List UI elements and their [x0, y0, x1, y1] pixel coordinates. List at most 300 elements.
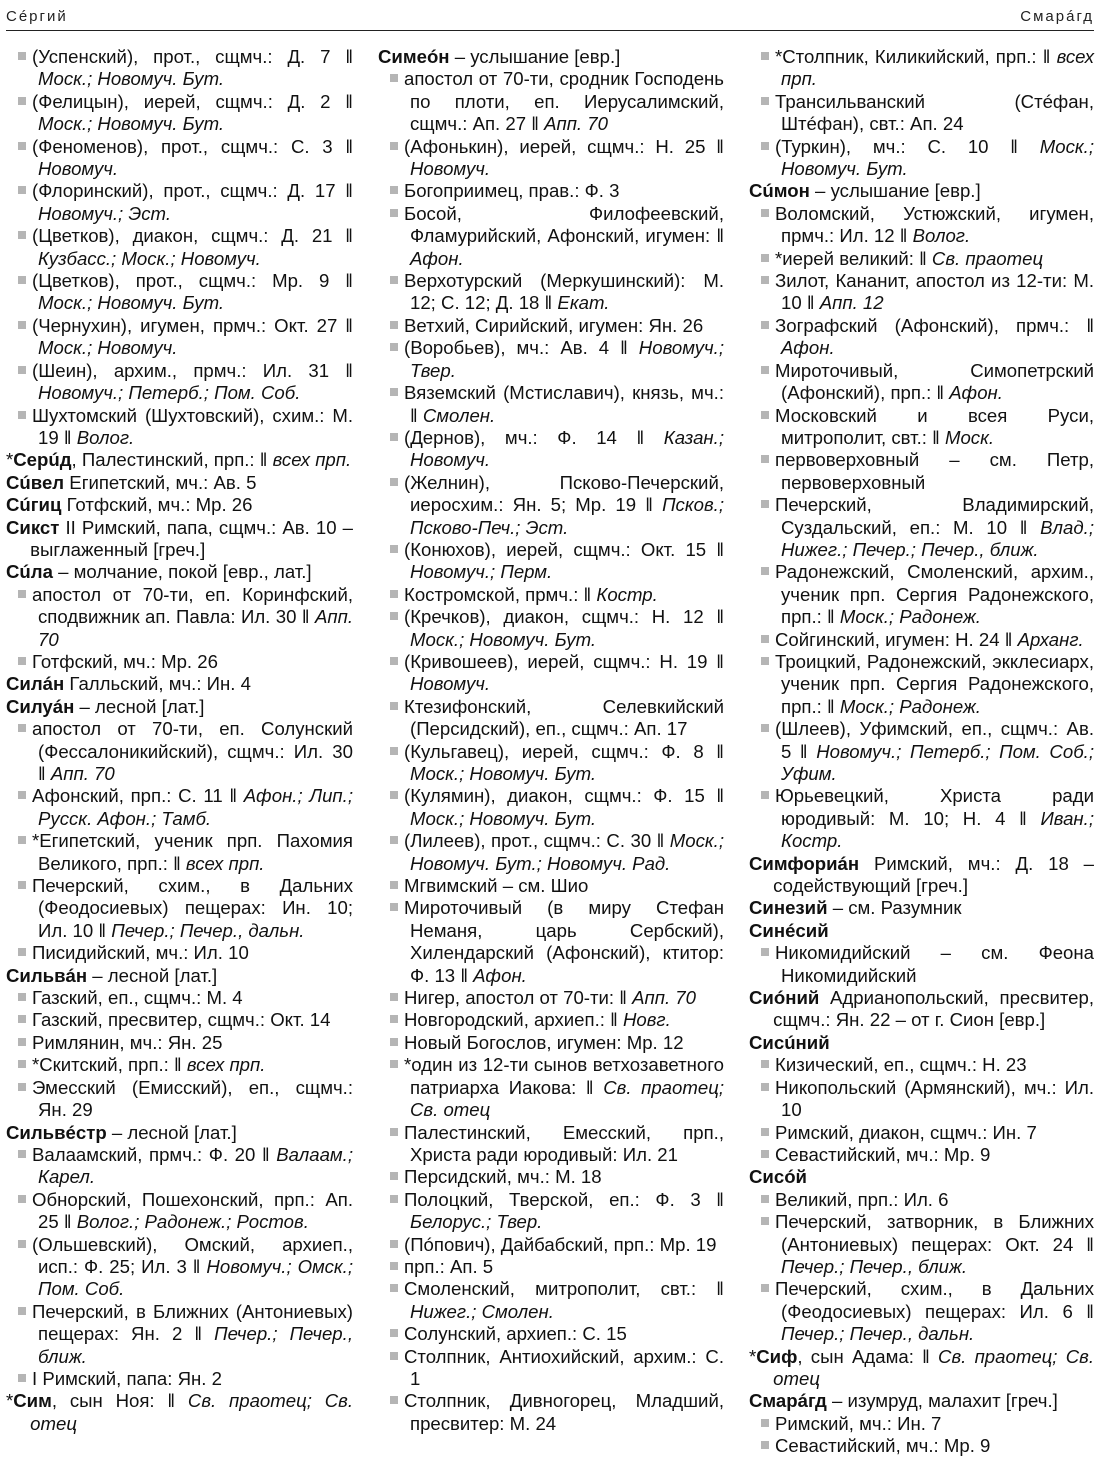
- sub-entry: [378, 1009, 724, 1031]
- sub-entry: [378, 1256, 724, 1278]
- sub-entry: [378, 315, 724, 337]
- asterisk-marker: *: [749, 1345, 757, 1367]
- headword-entry: [749, 1390, 1094, 1412]
- running-head: [6, 8, 1094, 30]
- bullet-icon: [18, 321, 26, 329]
- entry-reference: Моск.; Новомуч. Бут.: [410, 763, 597, 784]
- entry-text: (Лилеев), прот., сщмч.: С. 30 ‖: [404, 830, 670, 852]
- entry-text: Нигер, апостол от 70-ти: ‖: [404, 987, 633, 1009]
- entry-reference: Моск.; Новомуч.: [38, 337, 178, 359]
- bullet-icon: [761, 52, 769, 60]
- entry-reference: Афон.: [410, 247, 464, 269]
- bullet-icon: [390, 1060, 398, 1068]
- headword-entry: [6, 517, 353, 562]
- entry-text: (Шлеев), Уфимский, еп., сщмч.: Ав. 5 ‖: [775, 718, 1094, 762]
- sub-entry: [6, 875, 353, 942]
- entry-text: (Цветков), диакон, сщмч.: Д. 21 ‖: [32, 225, 353, 247]
- entry-text: апостол от 70-ти, сродник Господень по плоти, еп. Иерусалимский, сщмч.: Ап. 27 ‖: [404, 68, 724, 135]
- sub-entry: [6, 405, 353, 450]
- entry-text: Афонский, прп.: С. 11 ‖: [32, 785, 244, 807]
- bullet-icon: [761, 455, 769, 463]
- entry-text: *один из 12-ти сынов ветхозаветного патриарха Иакова: ‖: [404, 1054, 724, 1098]
- headword: Сикст: [6, 516, 60, 538]
- entry-text: Солунский, архиеп.: С. 15: [404, 1323, 627, 1345]
- headword-entry: [749, 1032, 1094, 1054]
- entry-text: Римский, мч.: Д. 18 – содействующий [греч.]: [773, 852, 1094, 897]
- entry-text: Печерский, в Ближних (Антониевых) пещерах: Ян. 2 ‖: [32, 1300, 353, 1345]
- bullet-icon: [390, 1284, 398, 1292]
- entry-text: Ктезифонский, Селевкийский (Персидский), еп., сщмч.: Ап. 17: [404, 695, 724, 740]
- entry-reference: Моск.; Новомуч. Бут.: [38, 68, 225, 90]
- sub-entry: [749, 1189, 1094, 1211]
- sub-entry: [6, 1144, 353, 1189]
- sub-entry: [749, 248, 1094, 270]
- bullet-icon: [390, 276, 398, 284]
- entry-text: (Феноменов), прот., сщмч.: С. 3 ‖: [32, 135, 353, 157]
- entry-text: Костромской, прмч.: ‖: [404, 583, 597, 605]
- sub-entry: [378, 1054, 724, 1121]
- entry-reference: Моск.; Радонеж.: [839, 695, 981, 717]
- bullet-icon: [761, 276, 769, 284]
- entry-text: (Афонькин), иерей, сщмч.: Н. 25 ‖: [404, 135, 724, 157]
- headword: Серúд: [13, 449, 72, 471]
- bullet-icon: [761, 321, 769, 329]
- entry-reference: Апп. 70: [50, 763, 115, 784]
- bullet-icon: [18, 186, 26, 194]
- entry-text: Ветхий, Сирийский, игумен: Ян. 26: [404, 314, 704, 336]
- headword-entry: [6, 1122, 353, 1144]
- entry-text: Радонежский, Смоленский, архим., ученик прп. Сергия Радонежского, прп.: ‖: [775, 561, 1094, 628]
- entry-text: Печерский, схим., в Дальних (Феодосиевых) пещерах: Ил. 6 ‖: [775, 1278, 1094, 1322]
- sub-entry: [378, 136, 724, 181]
- sub-entry: [378, 696, 724, 741]
- entry-reference: Новомуч.: [410, 158, 491, 180]
- entry-reference: Влад.; Нижег.; Печер.; Печер., ближ.: [781, 516, 1094, 560]
- bullet-icon: [761, 209, 769, 217]
- entry-text: , сын Ноя: ‖: [51, 1390, 188, 1412]
- bullet-icon: [18, 993, 26, 1001]
- entry-reference: Печер.; Печер., ближ.: [781, 1255, 967, 1277]
- sub-entry: [378, 203, 724, 270]
- entry-text: Зилот, Кананит, апостол из 12-ти: М. 10 ‖: [775, 270, 1094, 314]
- bullet-icon: [390, 903, 398, 911]
- bullet-icon: [18, 1307, 26, 1315]
- bullet-icon: [18, 366, 26, 374]
- sub-entry: [378, 1032, 724, 1054]
- entry-text: Зографский (Афонский), прмч.: ‖: [775, 314, 1094, 336]
- entry-reference: Моск.; Радонеж.: [839, 606, 981, 628]
- entry-reference: Новомуч.; Твер.: [410, 337, 724, 381]
- sub-entry: [6, 1189, 353, 1234]
- bullet-icon: [390, 702, 398, 710]
- sub-entry: [378, 337, 724, 382]
- entry-text: апостол от 70-ти, еп. Солунский (Фессалоникийский), сщмч.: Ил. 30 ‖: [32, 718, 353, 784]
- sub-entry: [378, 830, 724, 875]
- entry-text: Готфский, мч.: Мр. 26: [61, 494, 253, 516]
- sub-entry: [749, 449, 1094, 494]
- entry-text: Персидский, мч.: М. 18: [404, 1166, 602, 1188]
- headword-entry: [6, 472, 353, 494]
- bullet-icon: [390, 1038, 398, 1046]
- entry-reference: Апп. 70: [38, 606, 353, 650]
- bullet-icon: [761, 567, 769, 575]
- entry-text: Палестинский, Емесский, прп., Христа ради юродивый: Ил. 21: [404, 1121, 724, 1165]
- entry-reference: Новомуч.: [38, 158, 119, 180]
- headword: Синезий: [749, 897, 828, 919]
- entry-reference: Волог.; Радонеж.; Ростов.: [76, 1211, 309, 1233]
- entry-text: (Кречков), диакон, сщмч.: Н. 12 ‖: [404, 606, 724, 628]
- entry-text: (Цветков), прот., сщмч.: Мр. 9 ‖: [32, 270, 353, 292]
- bullet-icon: [390, 1352, 398, 1360]
- entry-text: Трансильванский (Стéфан, Штéфан), свт.: Ап. 24: [775, 90, 1094, 135]
- bullet-icon: [390, 1396, 398, 1404]
- entry-text: Газский, пресвитер, сщмч.: Окт. 14: [32, 1009, 331, 1031]
- sub-entry: [6, 1368, 353, 1390]
- bullet-icon: [390, 1128, 398, 1136]
- headword-entry: [749, 1346, 1094, 1391]
- sub-entry: [749, 561, 1094, 628]
- entry-text: (Желнин), Псково-Печерский, иеросхим.: Ян. 5; Мр. 19 ‖: [404, 471, 724, 516]
- sub-entry: [378, 584, 724, 606]
- entry-text: Адрианопольский, пресвитер, сщмч.: Ян. 22 – от г. Сион [евр.]: [773, 987, 1094, 1031]
- entry-text: Полоцкий, Тверской, еп.: Ф. 3 ‖: [404, 1188, 724, 1210]
- entry-text: *Египетский, ученик прп. Пахомия Великого, прп.: ‖: [32, 830, 353, 874]
- entry-text: (Шеин), архим., прмч.: Ил. 31 ‖: [32, 359, 353, 381]
- bullet-icon: [390, 791, 398, 799]
- bullet-icon: [761, 500, 769, 508]
- entry-reference: Новомуч.: [410, 673, 491, 695]
- bullet-icon: [390, 1195, 398, 1203]
- entry-text: Столпник, Дивногорец, Младший, пресвитер: М. 24: [404, 1390, 724, 1434]
- entry-text: Римлянин, мч.: Ян. 25: [32, 1031, 223, 1053]
- headword: Сильвéстр: [6, 1121, 107, 1143]
- bullet-icon: [390, 186, 398, 194]
- sub-entry: [378, 1278, 724, 1323]
- bullet-icon: [18, 142, 26, 150]
- entry-reference: Апп. 70: [544, 113, 608, 135]
- headword: Синéсий: [749, 919, 829, 941]
- entry-text: – изумруд, малахит [греч.]: [826, 1390, 1058, 1412]
- bullet-icon: [18, 1195, 26, 1203]
- headword-entry: [6, 696, 353, 718]
- bullet-icon: [390, 1262, 398, 1270]
- entry-text: Мироточивый (в миру Стефан Неманя, царь Сербский), Хилендарский (Афонский), ктитор: Ф. 13 ‖: [404, 897, 724, 986]
- headword-entry: [749, 920, 1094, 942]
- entry-text: (Успенский), прот., сщмч.: Д. 7 ‖: [32, 46, 353, 67]
- entry-text: (Воробьев), мч.: Ав. 4 ‖: [404, 337, 639, 359]
- sub-entry: [6, 584, 353, 651]
- bullet-icon: [761, 97, 769, 105]
- bullet-icon: [18, 1038, 26, 1046]
- headword-entry: [6, 673, 353, 695]
- entry-text: Печерский, схим., в Дальних (Феодосиевых) пещерах: Ин. 10; Ил. 10 ‖: [32, 875, 353, 941]
- entry-reference: Новомуч.; Перм.: [410, 561, 553, 583]
- entry-text: Валаамский, прмч.: Ф. 20 ‖: [32, 1143, 277, 1165]
- entry-text: , сын Адама: ‖: [797, 1345, 939, 1367]
- sub-entry: [749, 494, 1094, 561]
- entry-reference: Моск.; Новомуч. Бут.: [38, 113, 225, 135]
- bullet-icon: [390, 388, 398, 396]
- sub-entry: [749, 718, 1094, 785]
- entry-reference: Волог.: [76, 426, 135, 448]
- running-head-right: Смарáгд: [1020, 8, 1094, 25]
- sub-entry: [6, 46, 353, 91]
- headword-entry: [6, 449, 353, 471]
- sub-entry: [378, 68, 724, 135]
- entry-text: первоверховный – см. Петр, первоверховный: [775, 449, 1094, 493]
- entry-text: (Пóпович), Дайбабский, прп.: Мр. 19: [404, 1233, 717, 1255]
- entry-reference: Моск.; Новомуч. Бут.: [410, 807, 597, 829]
- entry-text: Смоленский, митрополит, свт.: ‖: [404, 1278, 724, 1300]
- bullet-icon: [761, 366, 769, 374]
- entry-text: Юрьевецкий, Христа ради юродивый: М. 10; Н. 4 ‖: [775, 785, 1094, 829]
- sub-entry: [6, 315, 353, 360]
- entry-reference: Новг.: [622, 1009, 671, 1031]
- entry-reference: всех прп.: [272, 449, 352, 471]
- sub-entry: [378, 987, 724, 1009]
- entry-text: прп.: Ап. 5: [404, 1255, 494, 1277]
- bullet-icon: [390, 1172, 398, 1180]
- entry-reference: Печер.; Печер., дальн.: [111, 919, 305, 941]
- bullet-icon: [761, 1195, 769, 1203]
- bullet-icon: [390, 1329, 398, 1337]
- entry-reference: Афон.: [949, 382, 1003, 404]
- bullet-icon: [390, 993, 398, 1001]
- bullet-icon: [390, 590, 398, 598]
- bullet-icon: [18, 1083, 26, 1091]
- headword: Силáн: [6, 673, 65, 695]
- entry-text: – услышание [евр.]: [809, 180, 981, 202]
- sub-entry: [749, 1413, 1094, 1435]
- entry-text: *Столпник, Киликийский, прп.: ‖: [775, 46, 1057, 67]
- entry-reference: Арханг.: [1017, 628, 1084, 650]
- headword: Симеóн: [378, 46, 450, 67]
- headword-entry: [749, 987, 1094, 1032]
- sub-entry: [6, 225, 353, 270]
- entry-text: Кизический, еп., сщмч.: Н. 23: [775, 1054, 1027, 1076]
- sub-entry: [6, 1054, 353, 1076]
- entry-reference: Белорус.; Твер.: [410, 1211, 543, 1233]
- sub-entry: [378, 1234, 724, 1256]
- sub-entry: [749, 1077, 1094, 1122]
- sub-entry: [6, 360, 353, 405]
- entry-reference: Св. праотец; Св. отец: [410, 1076, 724, 1121]
- entry-reference: Нижег.; Смолен.: [410, 1300, 554, 1322]
- entry-reference: Псков.; Псково-Печ.; Эст.: [410, 494, 724, 538]
- sub-entry: [378, 427, 724, 472]
- headword: Сúмон: [749, 180, 810, 202]
- bullet-icon: [761, 724, 769, 732]
- headword: Сúгиц: [6, 494, 62, 516]
- entry-text: Сойгинский, игумен: Н. 24 ‖: [775, 628, 1018, 650]
- entry-reference: Моск.; Новомуч. Бут.; Новомуч. Рад.: [410, 830, 724, 874]
- bullet-icon: [390, 612, 398, 620]
- entry-reference: Моск.; Новомуч. Бут.: [781, 135, 1094, 180]
- bullet-icon: [761, 657, 769, 665]
- entry-text: (Конюхов), иерей, сщмч.: Окт. 15 ‖: [404, 538, 724, 560]
- headword-entry: [378, 46, 724, 68]
- headword-entry: [749, 853, 1094, 898]
- entry-text: – молчание, покой [евр., лат.]: [52, 561, 312, 583]
- entry-text: – лесной [лат.]: [74, 695, 205, 717]
- headword: Сильвáн: [6, 964, 88, 986]
- asterisk-marker: *: [6, 1390, 14, 1412]
- entry-text: – см. Разумник: [827, 897, 962, 919]
- sub-entry: [749, 1435, 1094, 1457]
- headword-entry: [6, 561, 353, 583]
- bullet-icon: [390, 343, 398, 351]
- headword-entry: [6, 494, 353, 516]
- entry-text: – услышание [евр.]: [449, 46, 621, 67]
- headword: Сúла: [6, 561, 53, 583]
- sub-entry: [378, 180, 724, 202]
- headword: Силуáн: [6, 695, 75, 717]
- entry-text: Новый Богослов, игумен: Мр. 12: [404, 1031, 684, 1053]
- bullet-icon: [761, 254, 769, 262]
- entry-reference: Новомуч.; Эст.: [38, 202, 172, 224]
- entry-text: Столпник, Антиохийский, архим.: С. 1: [404, 1345, 724, 1389]
- entry-text: Шухтомский (Шухтовский), схим.: М. 19 ‖: [32, 404, 353, 448]
- bullet-icon: [390, 747, 398, 755]
- bullet-icon: [761, 142, 769, 150]
- entry-text: Никомидийский – см. Феона Никомидийский: [775, 942, 1094, 986]
- entry-text: Севастийский, мч.: Мр. 9: [775, 1435, 991, 1457]
- sub-entry: [6, 1234, 353, 1301]
- sub-entry: [749, 629, 1094, 651]
- entry-text: (Фелицын), иерей, сщмч.: Д. 2 ‖: [32, 90, 353, 112]
- headword: Сисúний: [749, 1031, 830, 1053]
- bullet-icon: [18, 1060, 26, 1068]
- bullet-icon: [18, 1240, 26, 1248]
- bullet-icon: [18, 97, 26, 105]
- headword: Смарáгд: [749, 1390, 827, 1412]
- bullet-icon: [390, 881, 398, 889]
- entry-text: Эмесский (Емисский), еп., сщмч.: Ян. 29: [32, 1076, 353, 1121]
- sub-entry: [378, 897, 724, 987]
- entry-text: II Римский, папа, сщмч.: Ав. 10 – выглаженный [греч.]: [30, 516, 353, 560]
- entry-reference: всех прп.: [186, 1054, 266, 1076]
- entry-text: Печерский, затворник, в Ближних (Антониевых) пещерах: Окт. 24 ‖: [775, 1211, 1094, 1255]
- entry-text: Богоприимец, прав.: Ф. 3: [404, 180, 620, 202]
- entry-text: (Кулямин), диакон, сщмч.: Ф. 15 ‖: [404, 785, 724, 807]
- entry-reference: Печер.; Печер., ближ.: [38, 1323, 353, 1367]
- sub-entry: [749, 360, 1094, 405]
- header-rule: [6, 30, 1094, 31]
- headword: Сиф: [756, 1345, 798, 1367]
- bullet-icon: [18, 1015, 26, 1023]
- headword-entry: [6, 1390, 353, 1435]
- entry-text: (Кривошеев), иерей, сщмч.: Н. 19 ‖: [404, 650, 724, 672]
- entry-reference: Печер.; Печер., дальн.: [781, 1323, 975, 1345]
- sub-entry: [378, 1189, 724, 1234]
- bullet-icon: [18, 276, 26, 284]
- bullet-icon: [390, 74, 398, 82]
- entry-text: Воломский, Устюжский, игумен, прмч.: Ил. 12 ‖: [775, 202, 1094, 247]
- entry-text: I Римский, папа: Ян. 2: [32, 1367, 222, 1389]
- column-3: [749, 46, 1094, 1458]
- entry-reference: Кузбасс.; Моск.; Новомуч.: [38, 247, 261, 269]
- sub-entry: [6, 785, 353, 830]
- sub-entry: [749, 1122, 1094, 1144]
- entry-text: – лесной [лат.]: [87, 964, 218, 986]
- sub-entry: [6, 651, 353, 673]
- bullet-icon: [390, 657, 398, 665]
- sub-entry: [749, 1054, 1094, 1076]
- entry-text: Великий, прп.: Ил. 6: [775, 1188, 949, 1210]
- entry-text: Мгвимский – см. Шио: [404, 875, 589, 897]
- entry-reference: всех прп.: [781, 46, 1094, 90]
- sub-entry: [378, 785, 724, 830]
- bullet-icon: [390, 478, 398, 486]
- bullet-icon: [761, 635, 769, 643]
- sub-entry: [749, 1144, 1094, 1166]
- entry-reference: Апп. 70: [632, 987, 696, 1009]
- entry-text: *Скитский, прп.: ‖: [32, 1054, 187, 1076]
- headword: Симфориáн: [749, 852, 860, 874]
- sub-entry: [6, 987, 353, 1009]
- sub-entry: [749, 1278, 1094, 1345]
- entry-reference: Смолен.: [422, 404, 496, 426]
- sub-entry: [378, 1122, 724, 1167]
- asterisk-marker: *: [6, 449, 14, 471]
- sub-entry: [749, 651, 1094, 718]
- sub-entry: [6, 718, 353, 785]
- sub-entry: [6, 136, 353, 181]
- bullet-icon: [390, 142, 398, 150]
- bullet-icon: [390, 1240, 398, 1248]
- bullet-icon: [761, 948, 769, 956]
- bullet-icon: [390, 545, 398, 553]
- entry-text: Римский, диакон, сщмч.: Ин. 7: [775, 1121, 1037, 1143]
- bullet-icon: [761, 1150, 769, 1158]
- entry-text: (Флоринский), прот., сщмч.: Д. 17 ‖: [32, 180, 353, 202]
- bullet-icon: [18, 724, 26, 732]
- bullet-icon: [18, 791, 26, 799]
- entry-reference: Казан.; Новомуч.: [410, 426, 724, 471]
- headword-entry: [749, 180, 1094, 202]
- entry-reference: Моск.; Новомуч. Бут.: [38, 292, 225, 314]
- entry-reference: Св. праотец; Св. отец: [30, 1390, 354, 1434]
- sub-entry: [378, 1346, 724, 1391]
- bullet-icon: [18, 657, 26, 665]
- headword-entry: [749, 897, 1094, 919]
- bullet-icon: [761, 1441, 769, 1449]
- headword: Сим: [13, 1390, 52, 1412]
- running-head-left: Сéргий: [6, 8, 68, 25]
- entry-reference: Афон.: [473, 964, 527, 986]
- bullet-icon: [18, 231, 26, 239]
- entry-text: (Чернухин), игумен, прмч.: Окт. 27 ‖: [32, 314, 353, 336]
- entry-text: Египетский, мч.: Ав. 5: [64, 471, 257, 493]
- headword: Сúвел: [6, 471, 65, 493]
- bullet-icon: [18, 411, 26, 419]
- column-2: [378, 46, 724, 1435]
- bullet-icon: [390, 209, 398, 217]
- bullet-icon: [18, 590, 26, 598]
- entry-text: Обнорский, Пошехонский, прп.: Ап. 25 ‖: [32, 1188, 353, 1233]
- bullet-icon: [18, 52, 26, 60]
- entry-text: Босой, Филофеевский, Фламурийский, Афонский, игумен: ‖: [404, 202, 724, 247]
- entry-reference: Екат.: [557, 292, 610, 314]
- sub-entry: [378, 741, 724, 786]
- sub-entry: [749, 46, 1094, 91]
- sub-entry: [6, 1301, 353, 1368]
- sub-entry: [749, 91, 1094, 136]
- entry-text: Писидийский, мч.: Ил. 10: [32, 942, 249, 964]
- entry-reference: Св. праотец; Св. отец: [773, 1345, 1094, 1389]
- entry-text: (Туркин), мч.: С. 10 ‖: [775, 135, 1040, 157]
- entry-reference: Св. праотец: [931, 247, 1044, 269]
